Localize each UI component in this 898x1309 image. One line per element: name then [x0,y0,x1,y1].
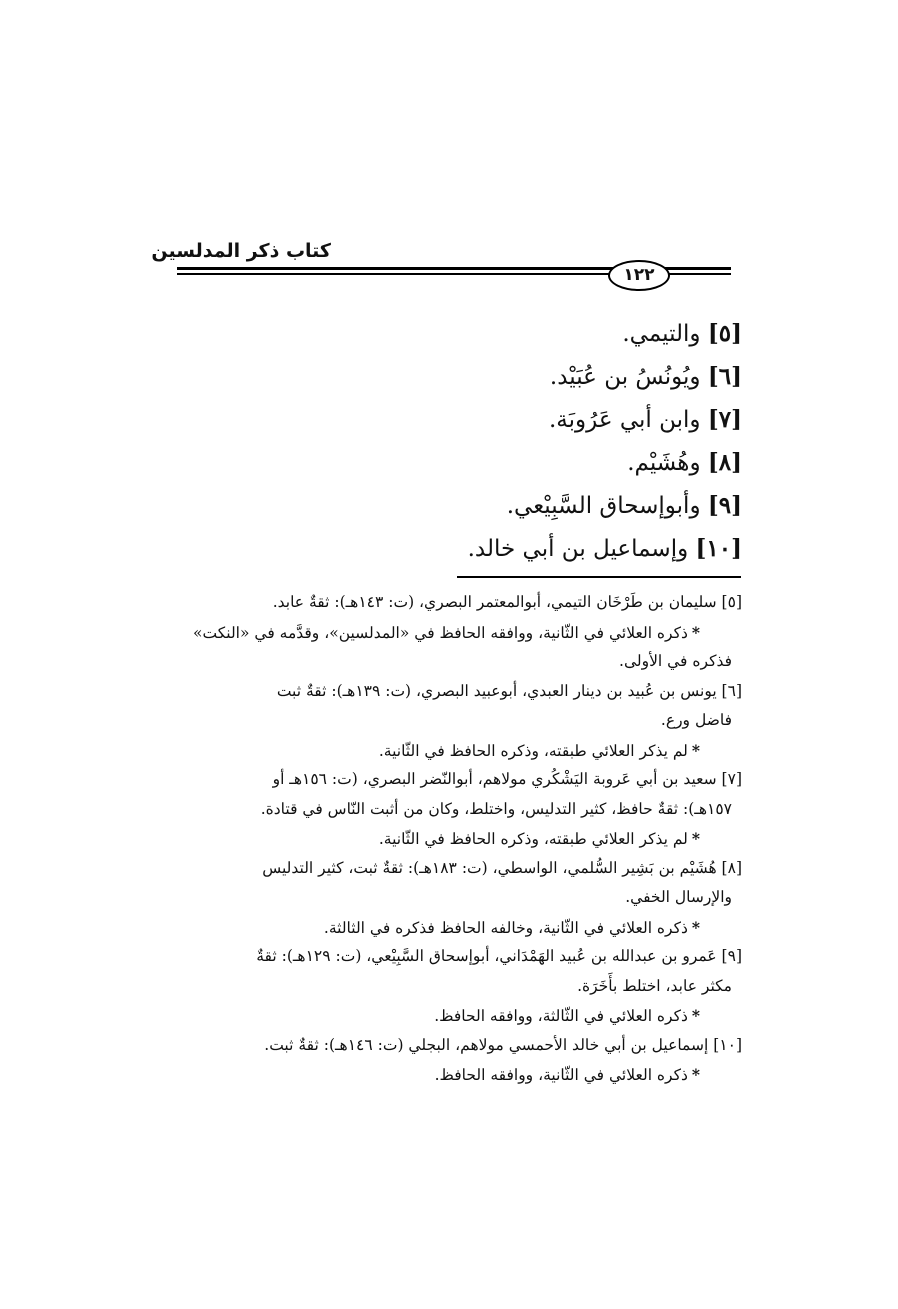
bullet-star: * [691,1006,700,1025]
entry-number: [٩] [707,492,742,519]
footnote-line: [١٠] إسماعيل بن أبي خالد الأحمسي مولاهم، البجلي (ت: ١٤٦هـ): ثقةٌ ثبت. [264,1035,742,1054]
entry-text: والتيمي. [622,321,701,347]
main-entry [162,527,742,570]
footnote-line: [٦] يونس بن عُبيد بن دينار العبدي، أبوعبيد البصري، (ت: ١٣٩هـ): ثقةٌ ثبت [276,681,742,700]
footnote-note [168,736,742,766]
footnote-line: فاضل ورع. [660,711,732,729]
entry-text: وابن أبي عَرُوبَة. [548,407,701,433]
entry-number: [٨] [707,449,742,476]
footnote-note [168,1060,742,1090]
note-text: ذكره العلائي في الثّانية، ووافقه الحافظ في «المدلسين»، وقدَّمه في «النكت» [193,623,688,642]
page-number: ١٢٢ [608,260,670,291]
footnote-note [168,1001,742,1031]
page-header [151,236,743,296]
footnote-line: [٩] عَمرو بن عبدالله بن عُبيد الهَمْدَاني، أبوإسحاق السَّبِيْعي، (ت: ١٢٩هـ): ثقةٌ [256,947,742,965]
footnote-note [168,913,742,943]
entry-number: [٥] [707,320,742,347]
entry-number: [١٠] [695,535,742,562]
note-text: لم يذكر العلائي طبقته، وذكره الحافظ في الثّانية. [378,741,688,760]
entry-number: [٦] [707,363,742,390]
footnote-line: والإرسال الخفي. [625,888,732,906]
footnote-line: فذكره في الأولى. [619,652,732,670]
main-text [162,312,742,570]
bullet-star: * [691,917,700,937]
note-text: ذكره العلائي في الثّانية، وخالفه الحافظ فذكره في الثالثة. [323,918,688,937]
entry-number: [٧] [707,406,742,433]
footnote-note [168,618,742,648]
bullet-star: * [691,829,700,848]
footnotes [168,588,742,1090]
main-entry [162,398,742,441]
footnote-line: [٧] سعيد بن أبي عَروبة اليَشْكُري مولاهم، أبوالنّضر البصري، (ت: ١٥٦هـ أو [272,770,742,788]
entry-text: وأبوإسحاق السَّبِيْعي. [506,493,701,519]
entry-text: وهُشَيْم. [627,450,701,476]
entry-text: ويُونُسُ بن عُبَيْد. [549,364,701,390]
bullet-star: * [691,740,700,760]
bullet-star: * [691,622,700,642]
footnote-line: [٥] سليمان بن طَرْخَان التيمي، أبوالمعتمر البصري، (ت: ١٤٣هـ): ثقةٌ عابد. [272,593,742,611]
footnote-line: مكثر عابد، اختلط بأَخَرَة. [577,976,732,995]
main-entry [162,355,742,398]
bullet-star: * [691,1065,700,1084]
note-text: لم يذكر العلائي طبقته، وذكره الحافظ في الثّانية. [378,830,688,848]
note-text: ذكره العلائي في الثّانية، ووافقه الحافظ. [434,1066,688,1084]
main-entry [162,484,742,527]
footnote-line: [٨] هُشَيْم بن بَشِير السُّلمي، الواسطي، (ت: ١٨٣هـ): ثقةٌ ثبت، كثير التدليس [262,858,742,877]
running-title: كتاب ذكر المدلسين [151,240,331,262]
footnote-separator [457,576,741,578]
main-entry [162,441,742,484]
main-entry [162,312,742,355]
footnote-note [168,824,742,854]
entry-text: وإسماعيل بن أبي خالد. [467,536,689,562]
footnote-line: ١٥٧هـ): ثقةٌ حافظ، كثير التدليس، واختلط، وكان من أثبت النّاس في قتادة. [260,799,732,818]
note-text: ذكره العلائي في الثّالثة، ووافقه الحافظ. [434,1007,688,1025]
